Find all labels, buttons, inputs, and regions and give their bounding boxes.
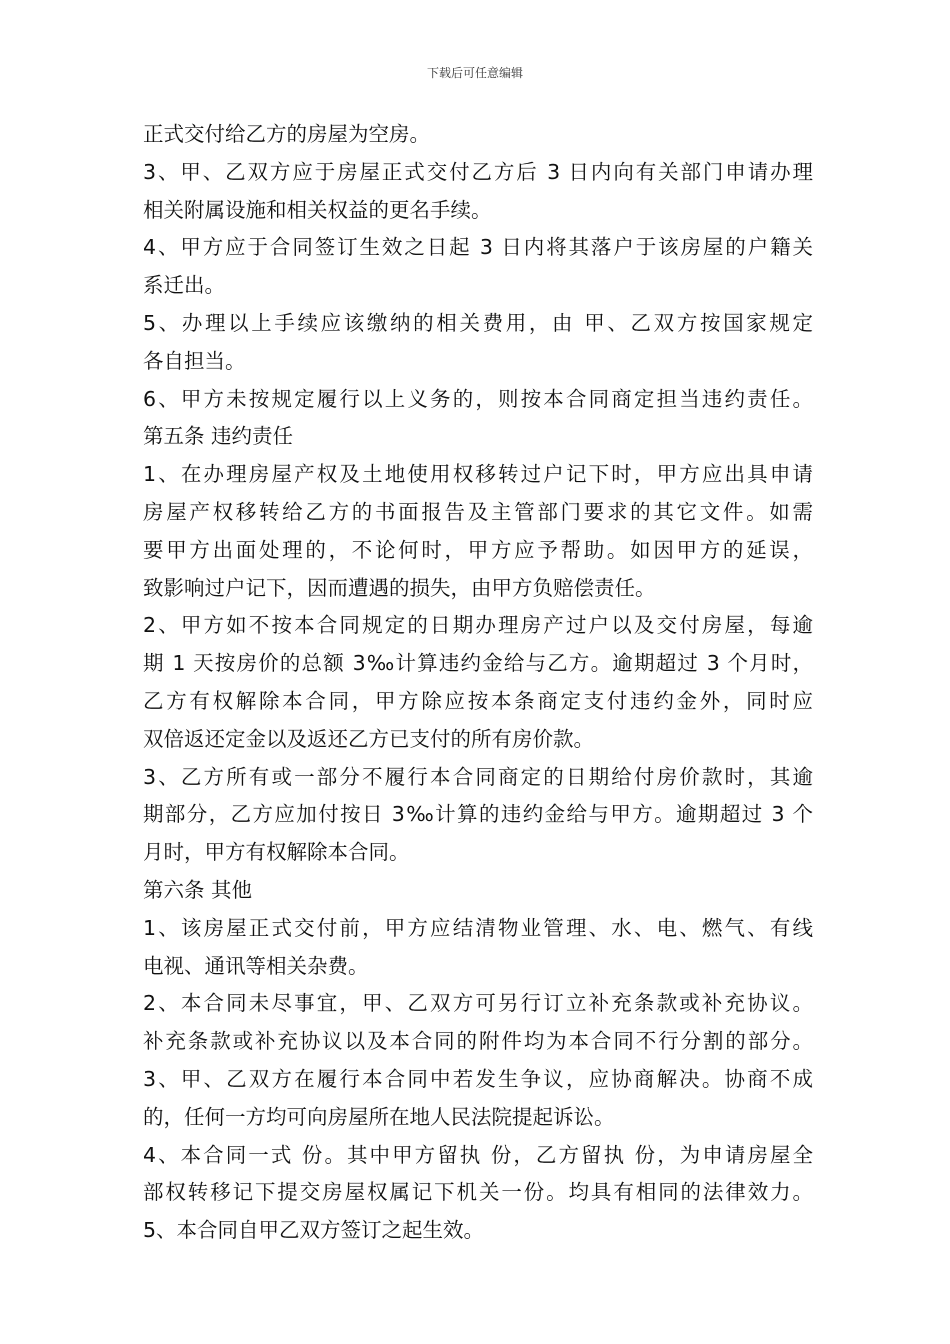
text-line: 相关附属设施和相关权益的更名手续。: [143, 197, 492, 222]
text-line: 第六条 其他: [143, 877, 253, 902]
text-line: 的，任何一方均可向房屋所在地人民法院提起诉讼。: [143, 1104, 615, 1129]
text-line: 要甲方出面处理的，不论何时，甲方应予帮助。如因甲方的延误，: [143, 537, 813, 562]
text-line: 第五条 违约责任: [143, 424, 294, 449]
text-line: 致影响过户记下，因而遭遇的损失，由甲方负赔偿责任。: [143, 575, 656, 600]
text-line: 2、本合同未尽事宜，甲、乙双方可另行订立补充条款或补充协议。: [143, 991, 813, 1016]
text-line: 乙方有权解除本合同，甲方除应按本条商定支付违约金外，同时应: [143, 688, 813, 713]
page-header: 下载后可任意编辑: [426, 66, 523, 80]
text-line: 正式交付给乙方的房屋为空房。: [143, 122, 430, 146]
text-line: 4、本合同一式 份。其中甲方留执 份，乙方留执 份，为申请房屋全: [143, 1142, 813, 1167]
document-body: [143, 116, 813, 1250]
text-line: 5、本合同自甲乙双方签订之起生效。: [143, 1218, 485, 1243]
text-line: 房屋产权移转给乙方的书面报告及主管部门要求的其它文件。如需: [143, 499, 813, 524]
text-line: 2、甲方如不按本合同规定的日期办理房产过户以及交付房屋，每逾: [143, 613, 813, 638]
text-line: 部权转移记下提交房屋权属记下机关一份。均具有相同的法律效力。: [143, 1180, 813, 1205]
text-line: 期部分，乙方应加付按日 3‰计算的违约金给与甲方。逾期超过 3 个: [143, 802, 813, 827]
text-line: 双倍返还定金以及返还乙方已支付的所有房价款。: [143, 726, 594, 751]
text-line: 6、甲方未按规定履行以上义务的，则按本合同商定担当违约责任。: [143, 386, 813, 411]
text-line: 补充条款或补充协议以及本合同的附件均为本合同不行分割的部分。: [143, 1029, 813, 1054]
text-line: 3、乙方所有或一部分不履行本合同商定的日期给付房价款时，其逾: [143, 764, 813, 789]
text-line: 月时，甲方有权解除本合同。: [143, 840, 410, 865]
text-line: 系迁出。: [143, 273, 225, 298]
text-line: 各自担当。: [143, 348, 246, 373]
text-line: 1、该房屋正式交付前，甲方应结清物业管理、水、电、燃气、有线: [143, 915, 813, 940]
text-line: 3、甲、乙双方应于房屋正式交付乙方后 3 日内向有关部门申请办理: [143, 159, 813, 184]
text-line: 电视、通讯等相关杂费。: [143, 953, 369, 978]
text-line: 1、在办理房屋产权及土地使用权移转过户记下时，甲方应出具申请: [143, 462, 813, 487]
text-line: 3、甲、乙双方在履行本合同中若发生争议，应协商解决。协商不成: [143, 1066, 813, 1091]
text-line: 5、办理以上手续应该缴纳的相关费用，由 甲、乙双方按国家规定: [143, 310, 813, 335]
text-line: 期 1 天按房价的总额 3‰计算违约金给与乙方。逾期超过 3 个月时，: [143, 651, 813, 676]
text-line: 4、甲方应于合同签订生效之日起 3 日内将其落户于该房屋的户籍关: [143, 235, 813, 260]
